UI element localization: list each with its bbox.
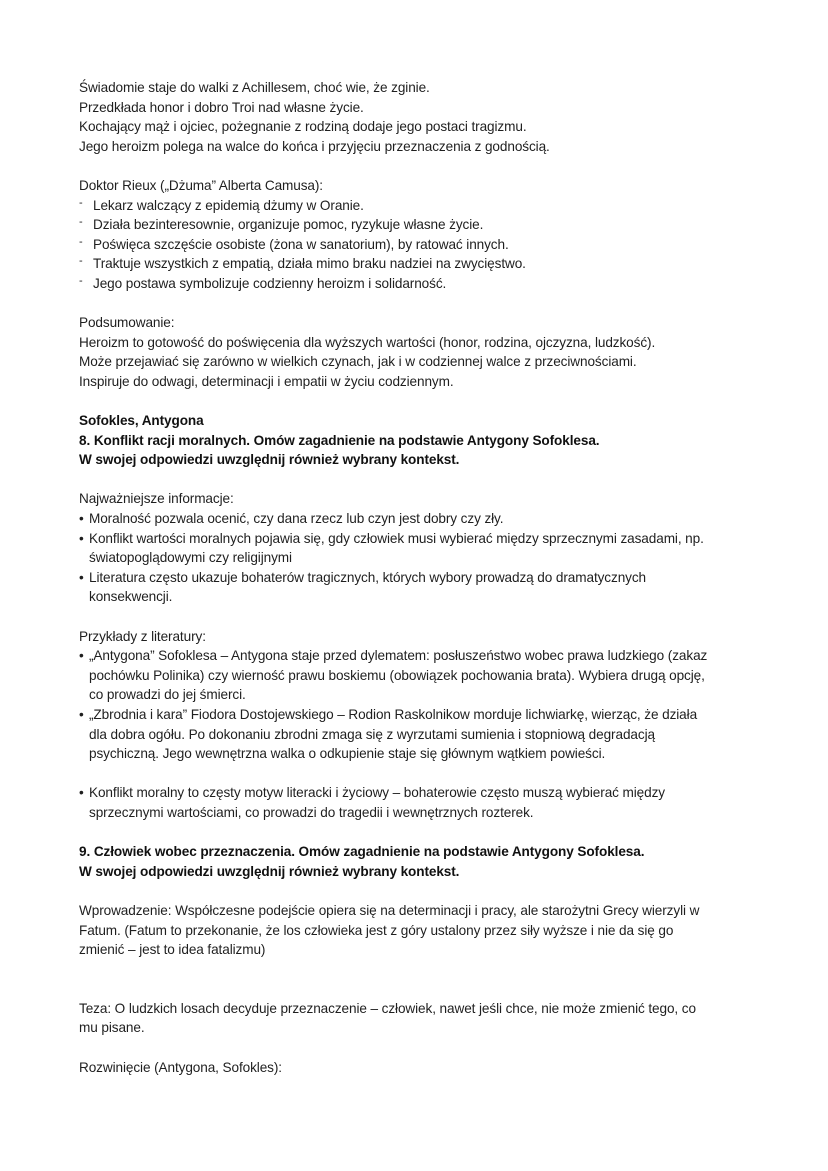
text-line: Jego heroizm polega na walce do końca i przyjęciu przeznaczenia z godnością. bbox=[79, 138, 550, 154]
dash-bullet-icon: - bbox=[79, 235, 83, 248]
list-item: • Moralność pozwala ocenić, czy dana rzecz lub czyn jest dobry czy zły. bbox=[79, 509, 759, 529]
list-item: • „Antygona” Sofoklesa – Antygona staje przed dylematem: posłuszeństwo wobec prawa ludzkiego (zakaz bbox=[79, 646, 759, 666]
list-item: - Traktuje wszystkich z empatią, działa mimo braku nadziei na zwycięstwo. bbox=[79, 254, 759, 274]
text-line: Kochający mąż i ojciec, pożegnanie z rodziną dodaje jego postaci tragizmu. bbox=[79, 119, 527, 135]
dash-bullet-icon: - bbox=[79, 274, 83, 287]
bullet-icon: • bbox=[79, 569, 84, 585]
list-item-continuation: dla dobra ogółu. Po dokonaniu zbrodni zmaga się z wyrzutami sumienia i stopniową degradacją bbox=[89, 726, 655, 742]
list-item: • „Zbrodnia i kara” Fiodora Dostojewskiego – Rodion Raskolnikow morduje lichwiarkę, wierząc, że działa bbox=[79, 705, 759, 725]
text-line: Inspiruje do odwagi, determinacji i empatii w życiu codziennym. bbox=[79, 373, 454, 389]
thesis-line: Teza: O ludzkich losach decyduje przeznaczenie – człowiek, nawet jeśli chce, nie może zmienić tego, co bbox=[79, 1000, 696, 1016]
section-8 bbox=[79, 411, 759, 822]
rieux-heading: Doktor Rieux („Dżuma” Alberta Camusa): bbox=[79, 177, 323, 193]
list-item: - Poświęca szczęście osobiste (żona w sanatorium), by ratować innych. bbox=[79, 235, 759, 255]
list-item: • Konflikt wartości moralnych pojawia się, gdy człowiek musi wybierać między sprzecznymi zasadami, np. bbox=[79, 529, 759, 549]
section-source: Sofokles, Antygona bbox=[79, 413, 204, 429]
section-title: 8. Konflikt racji moralnych. Omów zagadnienie na podstawie Antygony Sofoklesa. bbox=[79, 432, 600, 448]
bullet-icon: • bbox=[79, 530, 84, 546]
thesis-line: mu pisane. bbox=[79, 1020, 145, 1036]
intro-line: Wprowadzenie: Współczesne podejście opiera się na determinacji i pracy, ale starożytni Grecy wierzyli w bbox=[79, 902, 700, 918]
bullet-icon: • bbox=[79, 648, 84, 664]
section-9 bbox=[79, 842, 759, 1077]
bullet-icon: • bbox=[79, 785, 84, 801]
intro-line: Fatum. (Fatum to przekonanie, że los człowieka jest z góry ustalony przez siły wyższe i nie da się go bbox=[79, 922, 674, 938]
summary-heading: Podsumowanie: bbox=[79, 315, 175, 331]
list-item: - Działa bezinteresownie, organizuje pomoc, ryzykuje własne życie. bbox=[79, 215, 759, 235]
section-title: W swojej odpowiedzi uwzględnij również wybrany kontekst. bbox=[79, 452, 460, 468]
list-item-continuation: sprzecznymi wartościami, co prowadzi do tragedii i wewnętrznych rozterek. bbox=[89, 804, 534, 820]
text-line: Przedkłada honor i dobro Troi nad własne życie. bbox=[79, 99, 364, 115]
examples-heading: Przykłady z literatury: bbox=[79, 628, 206, 644]
intro-line: zmienić – jest to idea fatalizmu) bbox=[79, 942, 266, 958]
list-item: - Jego postawa symbolizuje codzienny heroizm i solidarność. bbox=[79, 274, 759, 294]
rieux-section bbox=[79, 176, 759, 294]
bullet-icon: • bbox=[79, 707, 84, 722]
dash-bullet-icon: - bbox=[79, 216, 83, 229]
section-title: W swojej odpowiedzi uwzględnij również wybrany kontekst. bbox=[79, 863, 460, 879]
dash-bullet-icon: - bbox=[79, 196, 83, 209]
dash-bullet-icon: - bbox=[79, 255, 83, 268]
hector-paragraph bbox=[79, 78, 759, 156]
list-item: • Konflikt moralny to częsty motyw literacki i życiowy – bohaterowie często muszą wybierać między bbox=[79, 783, 759, 803]
list-item-continuation: co prowadzi do jej śmierci. bbox=[89, 687, 246, 703]
text-line: Heroizm to gotowość do poświęcenia dla wyższych wartości (honor, rodzina, ojczyzna, ludzkość). bbox=[79, 334, 656, 350]
list-item: • Literatura często ukazuje bohaterów tragicznych, których wybory prowadzą do dramatycznych bbox=[79, 568, 759, 588]
list-item-continuation: konsekwencji. bbox=[89, 589, 173, 605]
text-line: Może przejawiać się zarówno w wielkich czynach, jak i w codziennej walce z przeciwnościami. bbox=[79, 354, 637, 370]
summary-section bbox=[79, 313, 759, 391]
bullet-icon: • bbox=[79, 511, 84, 527]
list-item: - Lekarz walczący z epidemią dżumy w Oranie. bbox=[79, 196, 759, 216]
list-item-continuation: psychiczną. Jego wewnętrzna walka o odkupienie staje się głównym wątkiem powieści. bbox=[89, 746, 606, 762]
list-item-continuation: pochówku Polinika) czy wierność prawu boskiemu (obowiązek pochowania brata). Wybiera drugą opcję, bbox=[89, 667, 705, 683]
key-info-heading: Najważniejsze informacje: bbox=[79, 491, 234, 507]
text-line: Świadomie staje do walki z Achillesem, choć wie, że zginie. bbox=[79, 80, 430, 95]
document-page bbox=[79, 78, 759, 1077]
list-item-continuation: światopoglądowymi czy religijnymi bbox=[89, 550, 292, 566]
section-title: 9. Człowiek wobec przeznaczenia. Omów zagadnienie na podstawie Antygony Sofoklesa. bbox=[79, 844, 645, 860]
development-heading: Rozwinięcie (Antygona, Sofokles): bbox=[79, 1059, 282, 1075]
